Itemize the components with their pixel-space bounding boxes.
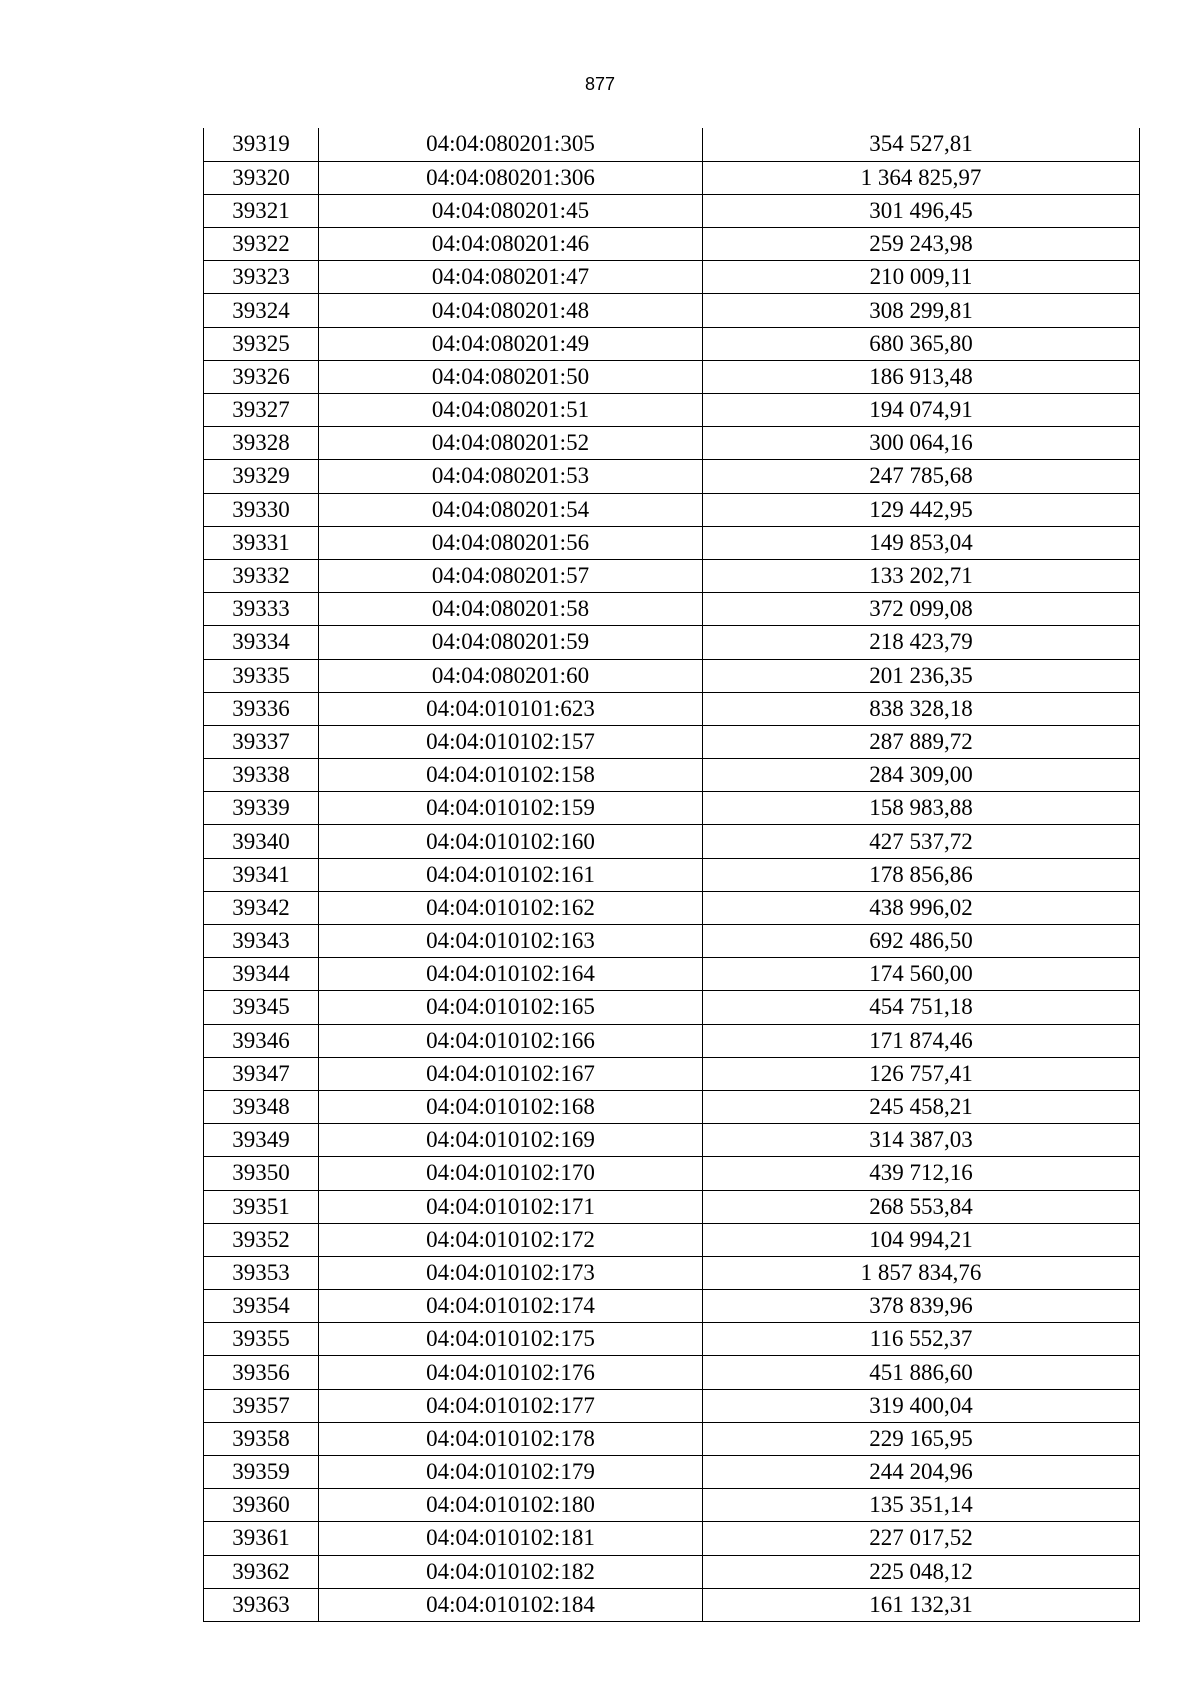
cadastral-number-cell: 04:04:010102:166	[319, 1024, 703, 1057]
cadastral-value-cell: 1 364 825,97	[703, 161, 1140, 194]
cadastral-value-cell: 161 132,31	[703, 1588, 1140, 1621]
cadastral-number-cell: 04:04:080201:60	[319, 659, 703, 692]
cadastral-number-cell: 04:04:080201:47	[319, 261, 703, 294]
row-number-cell: 39334	[204, 626, 319, 659]
row-number-cell: 39320	[204, 161, 319, 194]
cadastral-value-cell: 186 913,48	[703, 360, 1140, 393]
cadastral-number-cell: 04:04:010102:165	[319, 991, 703, 1024]
cadastral-value-cell: 454 751,18	[703, 991, 1140, 1024]
table-row	[204, 858, 1140, 891]
row-number-cell: 39328	[204, 427, 319, 460]
table-row	[204, 228, 1140, 261]
cadastral-number-cell: 04:04:080201:306	[319, 161, 703, 194]
row-number-cell: 39330	[204, 493, 319, 526]
table-row	[204, 991, 1140, 1024]
row-number-cell: 39329	[204, 460, 319, 493]
row-number-cell: 39341	[204, 858, 319, 891]
table-row	[204, 1489, 1140, 1522]
cadastral-value-cell: 268 553,84	[703, 1190, 1140, 1223]
cadastral-value-cell: 229 165,95	[703, 1422, 1140, 1455]
cadastral-number-cell: 04:04:010102:167	[319, 1057, 703, 1090]
cadastral-value-cell: 116 552,37	[703, 1323, 1140, 1356]
table-row	[204, 394, 1140, 427]
row-number-cell: 39344	[204, 958, 319, 991]
row-number-cell: 39360	[204, 1489, 319, 1522]
cadastral-value-cell: 194 074,91	[703, 394, 1140, 427]
table-row	[204, 493, 1140, 526]
cadastral-value-cell: 218 423,79	[703, 626, 1140, 659]
page-number: 877	[584, 74, 616, 94]
cadastral-number-cell: 04:04:080201:58	[319, 593, 703, 626]
cadastral-value-cell: 104 994,21	[703, 1223, 1140, 1256]
cadastral-value-cell: 838 328,18	[703, 692, 1140, 725]
row-number-cell: 39337	[204, 725, 319, 758]
row-number-cell: 39350	[204, 1157, 319, 1190]
cadastral-value-cell: 244 204,96	[703, 1456, 1140, 1489]
cadastral-value-cell: 225 048,12	[703, 1555, 1140, 1588]
cadastral-number-cell: 04:04:010102:179	[319, 1456, 703, 1489]
cadastral-value-cell: 129 442,95	[703, 493, 1140, 526]
row-number-cell: 39357	[204, 1389, 319, 1422]
row-number-cell: 39361	[204, 1522, 319, 1555]
cadastral-value-cell: 178 856,86	[703, 858, 1140, 891]
row-number-cell: 39362	[204, 1555, 319, 1588]
table-row	[204, 194, 1140, 227]
table-row	[204, 327, 1140, 360]
cadastral-number-cell: 04:04:080201:48	[319, 294, 703, 327]
table-row	[204, 925, 1140, 958]
table-row	[204, 725, 1140, 758]
table-row	[204, 1522, 1140, 1555]
row-number-cell: 39336	[204, 692, 319, 725]
table-row	[204, 360, 1140, 393]
table-row	[204, 261, 1140, 294]
table-row	[204, 1057, 1140, 1090]
cadastral-number-cell: 04:04:010102:162	[319, 891, 703, 924]
table-row	[204, 1090, 1140, 1123]
cadastral-number-cell: 04:04:010102:172	[319, 1223, 703, 1256]
cadastral-value-cell: 319 400,04	[703, 1389, 1140, 1422]
row-number-cell: 39322	[204, 228, 319, 261]
cadastral-number-cell: 04:04:080201:51	[319, 394, 703, 427]
table-row	[204, 559, 1140, 592]
table-row	[204, 1588, 1140, 1621]
table-row	[204, 161, 1140, 194]
table-row	[204, 1456, 1140, 1489]
row-number-cell: 39319	[204, 128, 319, 161]
row-number-cell: 39343	[204, 925, 319, 958]
row-number-cell: 39351	[204, 1190, 319, 1223]
cadastral-number-cell: 04:04:080201:305	[319, 128, 703, 161]
row-number-cell: 39321	[204, 194, 319, 227]
cadastral-value-cell: 259 243,98	[703, 228, 1140, 261]
cadastral-value-cell: 308 299,81	[703, 294, 1140, 327]
cadastral-number-cell: 04:04:010102:169	[319, 1124, 703, 1157]
cadastral-number-cell: 04:04:010102:158	[319, 759, 703, 792]
table-row	[204, 1024, 1140, 1057]
cadastral-number-cell: 04:04:010102:157	[319, 725, 703, 758]
row-number-cell: 39324	[204, 294, 319, 327]
cadastral-number-cell: 04:04:080201:46	[319, 228, 703, 261]
cadastral-value-cell: 300 064,16	[703, 427, 1140, 460]
cadastral-value-cell: 451 886,60	[703, 1356, 1140, 1389]
cadastral-number-cell: 04:04:010102:168	[319, 1090, 703, 1123]
table-row	[204, 294, 1140, 327]
table-row	[204, 626, 1140, 659]
cadastral-number-cell: 04:04:080201:57	[319, 559, 703, 592]
cadastral-number-cell: 04:04:010102:178	[319, 1422, 703, 1455]
cadastral-number-cell: 04:04:010102:176	[319, 1356, 703, 1389]
cadastral-value-cell: 354 527,81	[703, 128, 1140, 161]
cadastral-number-cell: 04:04:010102:159	[319, 792, 703, 825]
table-row	[204, 1389, 1140, 1422]
cadastral-number-cell: 04:04:010102:182	[319, 1555, 703, 1588]
table-body	[204, 128, 1140, 1621]
cadastral-value-cell: 210 009,11	[703, 261, 1140, 294]
cadastral-number-cell: 04:04:080201:49	[319, 327, 703, 360]
row-number-cell: 39355	[204, 1323, 319, 1356]
table-row	[204, 792, 1140, 825]
table-row	[204, 958, 1140, 991]
table-row	[204, 1223, 1140, 1256]
cadastral-value-cell: 439 712,16	[703, 1157, 1140, 1190]
table-row	[204, 1422, 1140, 1455]
table-row	[204, 1290, 1140, 1323]
cadastral-number-cell: 04:04:010102:174	[319, 1290, 703, 1323]
row-number-cell: 39340	[204, 825, 319, 858]
cadastral-value-cell: 247 785,68	[703, 460, 1140, 493]
row-number-cell: 39354	[204, 1290, 319, 1323]
cadastral-value-cell: 245 458,21	[703, 1090, 1140, 1123]
row-number-cell: 39352	[204, 1223, 319, 1256]
row-number-cell: 39356	[204, 1356, 319, 1389]
cadastral-value-cell: 372 099,08	[703, 593, 1140, 626]
cadastral-number-cell: 04:04:010102:184	[319, 1588, 703, 1621]
cadastral-value-cell: 133 202,71	[703, 559, 1140, 592]
table-row	[204, 1256, 1140, 1289]
row-number-cell: 39338	[204, 759, 319, 792]
row-number-cell: 39327	[204, 394, 319, 427]
cadastral-number-cell: 04:04:010101:623	[319, 692, 703, 725]
cadastral-value-cell: 227 017,52	[703, 1522, 1140, 1555]
cadastral-number-cell: 04:04:010102:161	[319, 858, 703, 891]
cadastral-value-cell: 135 351,14	[703, 1489, 1140, 1522]
cadastral-value-cell: 284 309,00	[703, 759, 1140, 792]
row-number-cell: 39363	[204, 1588, 319, 1621]
cadastral-number-cell: 04:04:010102:170	[319, 1157, 703, 1190]
cadastral-number-cell: 04:04:080201:50	[319, 360, 703, 393]
cadastral-value-cell: 301 496,45	[703, 194, 1140, 227]
cadastral-number-cell: 04:04:080201:45	[319, 194, 703, 227]
table-row	[204, 659, 1140, 692]
cadastral-value-cell: 692 486,50	[703, 925, 1140, 958]
cadastral-value-cell: 680 365,80	[703, 327, 1140, 360]
row-number-cell: 39342	[204, 891, 319, 924]
cadastral-number-cell: 04:04:010102:164	[319, 958, 703, 991]
row-number-cell: 39335	[204, 659, 319, 692]
cadastral-value-cell: 158 983,88	[703, 792, 1140, 825]
table-row	[204, 1124, 1140, 1157]
table-row	[204, 526, 1140, 559]
table-row	[204, 460, 1140, 493]
cadastral-value-cell: 171 874,46	[703, 1024, 1140, 1057]
table-row	[204, 1157, 1140, 1190]
row-number-cell: 39347	[204, 1057, 319, 1090]
cadastral-number-cell: 04:04:010102:163	[319, 925, 703, 958]
cadastral-number-cell: 04:04:010102:177	[319, 1389, 703, 1422]
table-row	[204, 759, 1140, 792]
table-row	[204, 128, 1140, 161]
table-row	[204, 427, 1140, 460]
row-number-cell: 39359	[204, 1456, 319, 1489]
row-number-cell: 39331	[204, 526, 319, 559]
cadastral-value-cell: 201 236,35	[703, 659, 1140, 692]
row-number-cell: 39349	[204, 1124, 319, 1157]
row-number-cell: 39323	[204, 261, 319, 294]
row-number-cell: 39346	[204, 1024, 319, 1057]
cadastral-number-cell: 04:04:080201:59	[319, 626, 703, 659]
table-row	[204, 692, 1140, 725]
row-number-cell: 39358	[204, 1422, 319, 1455]
cadastral-value-cell: 314 387,03	[703, 1124, 1140, 1157]
cadastral-value-cell: 427 537,72	[703, 825, 1140, 858]
row-number-cell: 39345	[204, 991, 319, 1024]
cadastral-number-cell: 04:04:080201:56	[319, 526, 703, 559]
cadastral-value-cell: 174 560,00	[703, 958, 1140, 991]
table-row	[204, 1356, 1140, 1389]
cadastral-value-cell: 1 857 834,76	[703, 1256, 1140, 1289]
cadastral-number-cell: 04:04:010102:173	[319, 1256, 703, 1289]
cadastral-value-cell: 378 839,96	[703, 1290, 1140, 1323]
cadastral-value-cell: 126 757,41	[703, 1057, 1140, 1090]
cadastral-number-cell: 04:04:010102:171	[319, 1190, 703, 1223]
cadastral-number-cell: 04:04:010102:175	[319, 1323, 703, 1356]
cadastral-number-cell: 04:04:010102:160	[319, 825, 703, 858]
table-row	[204, 825, 1140, 858]
table-row	[204, 1190, 1140, 1223]
cadastral-number-cell: 04:04:080201:53	[319, 460, 703, 493]
cadastral-number-cell: 04:04:010102:181	[319, 1522, 703, 1555]
row-number-cell: 39353	[204, 1256, 319, 1289]
cadastral-number-cell: 04:04:010102:180	[319, 1489, 703, 1522]
table-row	[204, 1555, 1140, 1588]
row-number-cell: 39332	[204, 559, 319, 592]
row-number-cell: 39326	[204, 360, 319, 393]
table-row	[204, 891, 1140, 924]
cadastral-value-cell: 149 853,04	[703, 526, 1140, 559]
row-number-cell: 39325	[204, 327, 319, 360]
cadastral-number-cell: 04:04:080201:52	[319, 427, 703, 460]
cadastral-number-cell: 04:04:080201:54	[319, 493, 703, 526]
table-row	[204, 593, 1140, 626]
row-number-cell: 39339	[204, 792, 319, 825]
row-number-cell: 39333	[204, 593, 319, 626]
cadastral-value-cell: 438 996,02	[703, 891, 1140, 924]
table-row	[204, 1323, 1140, 1356]
cadastral-value-table	[203, 128, 1140, 1622]
cadastral-value-cell: 287 889,72	[703, 725, 1140, 758]
row-number-cell: 39348	[204, 1090, 319, 1123]
